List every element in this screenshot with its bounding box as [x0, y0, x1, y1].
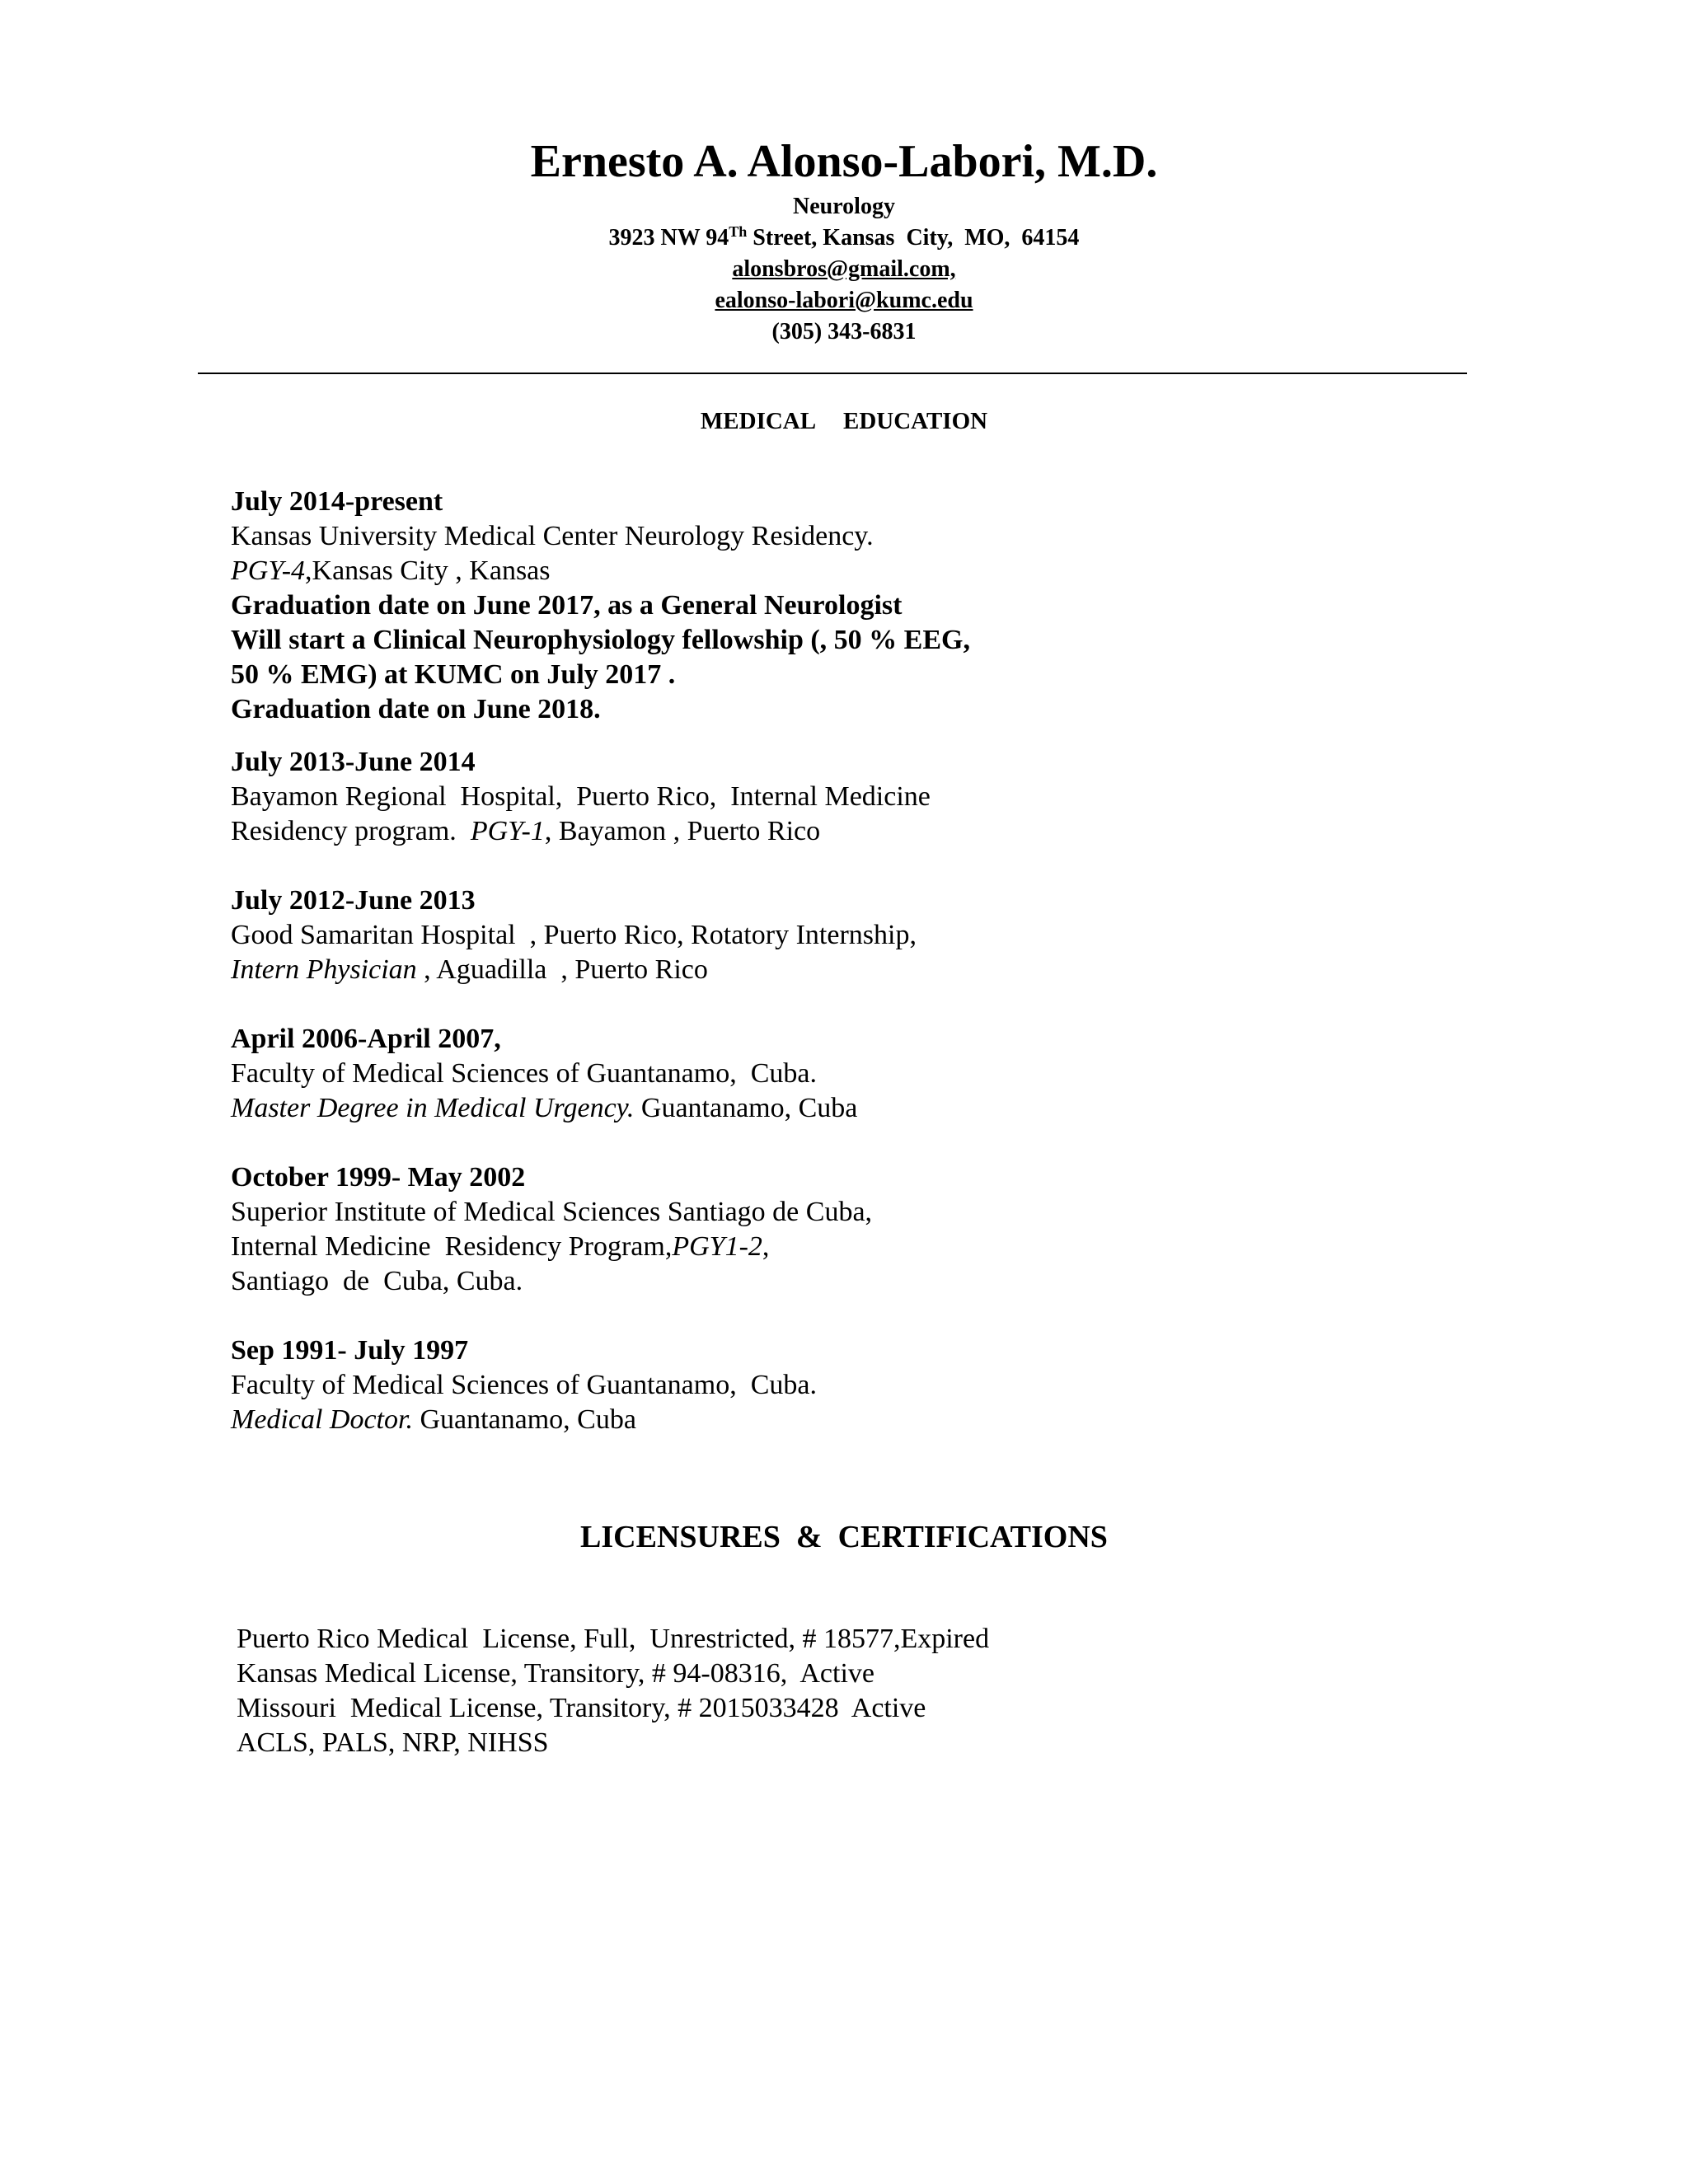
license-item: Kansas Medical License, Transitory, # 94-08316, Active [237, 1658, 874, 1689]
entry-italic: Master Degree in Medical Urgency. [231, 1093, 635, 1123]
license-item: Puerto Rico Medical License, Full, Unrestricted, # 18577,Expired [237, 1624, 990, 1654]
entry-date: Sep 1991- July 1997 [231, 1335, 469, 1366]
email-link-2[interactable]: ealonso-labori@kumc.edu [715, 288, 973, 313]
entry-line-pre: Internal Medicine Residency Program, [231, 1231, 673, 1262]
entry-italic: PGY-1 [470, 816, 545, 846]
entry-bold-line: Graduation date on June 2018. [231, 694, 601, 724]
address-prefix: 3923 NW 94 [608, 225, 729, 251]
entry-line: Superior Institute of Medical Sciences Santiago de Cuba, [231, 1197, 873, 1227]
entry-line [231, 814, 1467, 849]
email-link-1[interactable]: alonsbros@gmail.com, [732, 256, 956, 282]
entry-bold-line: Will start a Clinical Neurophysiology fellowship (, 50 % EEG, [231, 625, 970, 655]
entry-line: Kansas University Medical Center Neurology Residency. [231, 521, 874, 551]
entry-date: July 2014-present [231, 486, 443, 517]
entry-italic: PGY1-2 [672, 1231, 762, 1262]
licensures-list [237, 1622, 1473, 1760]
entry-italic: Intern Physician [231, 954, 424, 985]
entry-date: July 2013-June 2014 [231, 747, 476, 777]
person-name: Ernesto A. Alonso-Labori, M.D. [530, 136, 1158, 187]
entry-line [231, 554, 1467, 588]
entry-line-rest: ,Kansas City , Kansas [305, 555, 551, 586]
licensures-title: LICENSURES & CERTIFICATIONS [580, 1520, 1108, 1554]
entry-line: Bayamon Regional Hospital, Puerto Rico, Internal Medicine [231, 781, 931, 812]
specialty: Neurology [793, 194, 895, 219]
entry-bold-line: Graduation date on June 2017, as a General Neurologist [231, 590, 903, 621]
entry-date: July 2012-June 2013 [231, 885, 476, 916]
entry-line [231, 1403, 1467, 1437]
entry-date: October 1999- May 2002 [231, 1162, 526, 1193]
entry-line-rest: , [762, 1231, 770, 1262]
entry-line: Faculty of Medical Sciences of Guantanamo, Cuba. [231, 1058, 817, 1089]
address-suffix: Street, Kansas City, MO, 64154 [747, 225, 1080, 251]
entry-bold-line: 50 % EMG) at KUMC on July 2017 . [231, 659, 676, 690]
entry-line [231, 953, 1467, 987]
entry-line-rest: , Bayamon , Puerto Rico [544, 816, 821, 846]
education-entry-1 [231, 485, 1467, 727]
address [0, 223, 1688, 254]
entry-line: Good Samaritan Hospital , Puerto Rico, Rotatory Internship, [231, 920, 917, 950]
entry-line [231, 1091, 1467, 1126]
entry-line: Santiago de Cuba, Cuba. [231, 1266, 523, 1296]
entry-italic: PGY-4 [231, 555, 306, 586]
entry-line: Faculty of Medical Sciences of Guantanamo, Cuba. [231, 1370, 817, 1400]
resume-header [0, 132, 1688, 348]
education-entry-5 [231, 1160, 1467, 1299]
license-item: Missouri Medical License, Transitory, # 2015033428 Active [237, 1693, 926, 1723]
phone: (305) 343-6831 [771, 319, 917, 344]
header-divider [198, 373, 1467, 374]
entry-line-rest: , Aguadilla , Puerto Rico [424, 954, 708, 985]
education-entry-4 [231, 1022, 1467, 1126]
education-entry-2 [231, 745, 1467, 849]
education-entry-3 [231, 883, 1467, 987]
education-entry-6 [231, 1333, 1467, 1437]
medical-education-title: MEDICAL EDUCATION [700, 408, 988, 434]
entry-line-pre: Residency program. [231, 816, 471, 846]
entry-line-rest: Guantanamo, Cuba [412, 1404, 636, 1435]
license-item: ACLS, PALS, NRP, NIHSS [237, 1727, 549, 1758]
entry-italic: Medical Doctor. [231, 1404, 413, 1435]
address-sup: Th [729, 223, 748, 240]
entry-date: April 2006-April 2007, [231, 1024, 501, 1054]
entry-line [231, 1230, 1467, 1264]
medical-education-list [231, 485, 1467, 1437]
entry-line-rest: Guantanamo, Cuba [634, 1093, 858, 1123]
